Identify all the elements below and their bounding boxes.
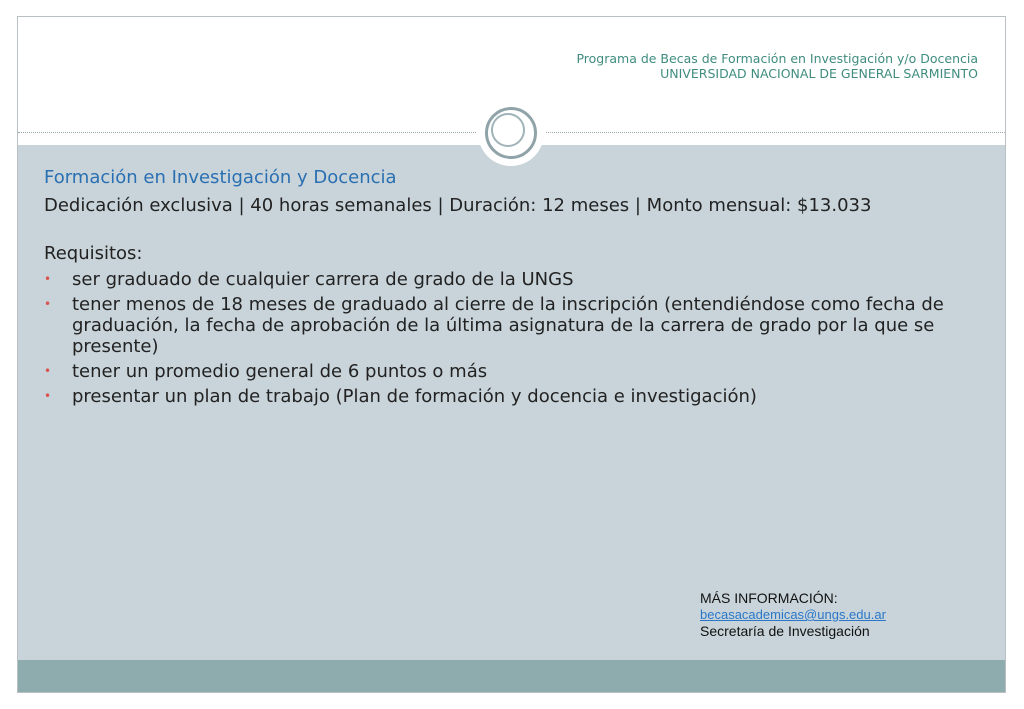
divider-left [18, 132, 476, 133]
list-item [44, 386, 974, 407]
main-content [44, 167, 974, 411]
bullet-icon: • [44, 272, 52, 286]
requirements-label: Requisitos: [44, 243, 143, 264]
email-link[interactable]: becasacademicas@ungs.edu.ar [700, 607, 886, 622]
list-item-text: tener un promedio general de 6 puntos o más [72, 361, 488, 382]
contact-info [700, 590, 886, 639]
header-text [576, 51, 978, 81]
university-name: UNIVERSIDAD NACIONAL DE GENERAL SARMIENTO [660, 66, 978, 81]
list-item-text: tener menos de 18 meses de graduado al cierre de la inscripción (entendiéndose como fecha de graduación, la fecha de aprobación de la última asignatura de la carrera de grado por la que se presente) [72, 294, 944, 357]
page-subtitle: Dedicación exclusiva | 40 horas semanales | Duración: 12 meses | Monto mensual: $13.033 [44, 195, 872, 216]
list-item [44, 294, 974, 357]
list-item-text: presentar un plan de trabajo (Plan de formación y docencia e investigación) [72, 386, 757, 407]
bullet-icon: • [44, 297, 52, 311]
circle-inner-icon [491, 113, 525, 147]
office-name: Secretaría de Investigación [700, 623, 870, 639]
list-item [44, 269, 974, 290]
info-label: MÁS INFORMACIÓN: [700, 590, 838, 606]
requirements-list [44, 269, 974, 407]
list-item-text: ser graduado de cualquier carrera de grado de la UNGS [72, 269, 574, 290]
divider-right [546, 132, 1006, 133]
bullet-icon: • [44, 364, 52, 378]
footer-band [18, 660, 1005, 693]
page-title: Formación en Investigación y Docencia [44, 167, 397, 188]
bullet-icon: • [44, 389, 52, 403]
program-name: Programa de Becas de Formación en Investigación y/o Docencia [576, 51, 978, 66]
list-item [44, 361, 974, 382]
